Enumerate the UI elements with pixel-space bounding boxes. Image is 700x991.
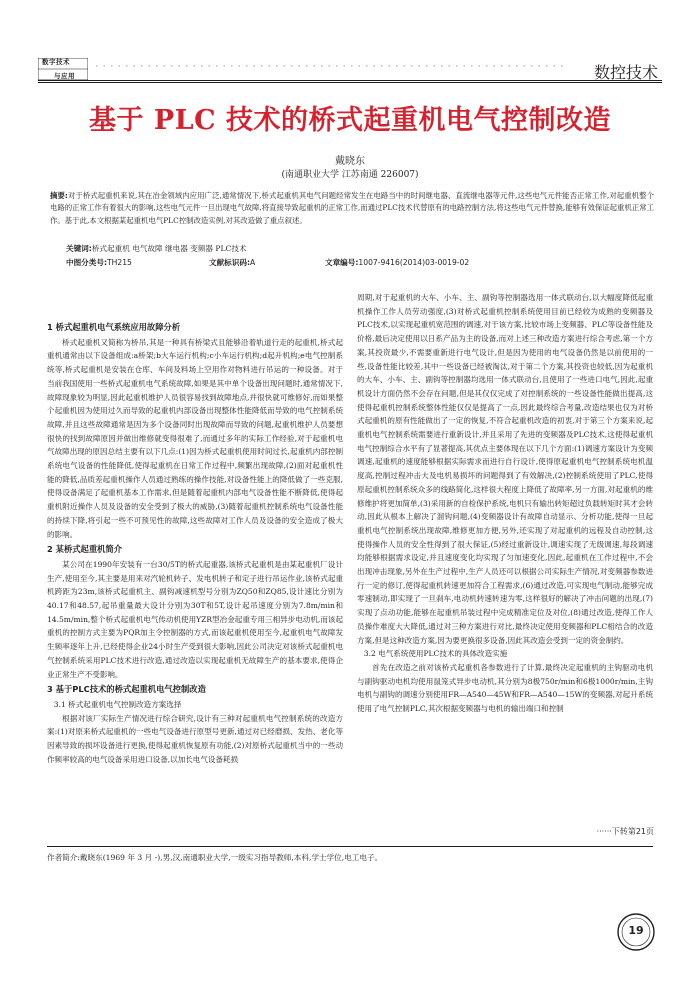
- section-label: 数控技术: [593, 63, 658, 82]
- keywords-text: 桥式起重机 电气故障 继电器 变频器 PLC技术: [91, 244, 247, 253]
- header-rule: [38, 80, 662, 81]
- keywords-label: 关键词:: [66, 244, 92, 253]
- header-dashed-rule: [96, 62, 566, 70]
- paragraph: 首先在改造之前对该桥式起重机各参数进行了计算,最终决定起重机的主钩驱动电机与副钩驱动电机均使用鼠笼式异步电动机,其分别为8极750r/min和6极1000r/min,主钩电机与副钩的调速分别使用FR—A540—45W和FR—A540—15W的变频器,对起升系统使用了电气控制PLC,其次根据变频器与电机的输出端口和控制: [357, 662, 653, 714]
- continued-note: ······下转第21页: [596, 827, 654, 836]
- article-no-label: 文章编号:: [325, 258, 359, 267]
- paragraph: 周期,对于起重机的大车、小车、主、副钩等控制器选用一体式联动台,以大幅度降低起重机操作工作人员劳动强度,(3)对桥式起重机控制系统使用目前已经较为成熟的变频器及PLC技术,以实现起重机宽范围的调速,对于该方案,比较市场上变频器、PLC等设备性能及价格,最后决定使用以日系产品为主的设备,而对上述三种改造方案进行综合考虑,第一个方案,其投资最少,不需要重新进行电气设计,但是因为使用的电气设备仍然是以前使用的一些,设备性能比较差,其中一些设备已经被淘汰,对于第二个方案,其投资也较低,因为起重机的大车、小车、主、副钩等控制器均选用一体式联动台,且使用了一些进口电气,因此,起重机设计方面仍然不会存在问题,但是其仅仅完成了对控制系统的一些设备性能做出提高,这使得起重机控制系统整体性能仅仅是提高了一点,因此最终综合考量,改造结果也仅为对桥式起重机的原有性能做出了一定的恢复,不符合起重机改造的初衷,对于第三个方案来说,起重机电气控制系统需要进行重新设计,并且采用了先进的变频器及PLC技术,这使得起重机电气控制综合水平有了显著提高,其优点主要体现在以下几个方面:(1)调速方案设计为变频调速,起重机的速度能够根据实际需求而进行自行设计,使得原起重机电气控制系统电机温度高,控制过程冲击大及电机易损坏的问题得到了有效解决,(2)控制系统使用了PLC,使得原起重机控制系统众多的线路简化,这样很大程度上降低了故障率,另一方面,对起重机的维修维护将更加简单,(3)采用新的自检保护系统,电机只有输出转矩超过负载转矩时其才会转动,因此从根本上解决了溜钩问题,(4)变频器设计有故障自动显示、分析功能,使得一旦起重机电气控制系统出现故障,维修更加方便,另外,还实现了对起重机的远程及自动控制,这使得操作人员的安全性得到了很大保证,(5)经过重新设计,调速实现了无级调速,每段调速均能够根据需求设定,并且速度变化均实现了匀加速变化,因此,起重机在工作过程中,不会出现冲击现象,另外在生产过程中,生产人员还可以根据公司实际生产情况,对变频器参数进行一定的修订,使得起重机转速更加符合工程需求,(6)通过改造,可实现电气制动,能够完成零速制动,即实现了一旦刹车,电动机转速转速为零,这样很好的解决了冲击问题的出现,(7)实现了点动功能,能够在起重机吊装过程中完成精准定位及对位,(8)通过改造,使得工作人员操作难度大大降低,通过对三种方案进行对比,最终决定使用变频器和PLC相结合的改造方案,但是这种改造方案,因为要更换很多设备,因此其改造会受到一定的资金制约。: [357, 293, 653, 645]
- left-column: [47, 319, 343, 767]
- heading-1: 1 桥式起重机电气系统应用故障分析: [47, 322, 181, 332]
- doc-code-label: 文献标识码:: [209, 258, 251, 267]
- heading-3: 3 基于PLC技术的桥式起重机电气控制改造: [47, 684, 206, 695]
- logo-line-2: 与应用: [54, 72, 75, 80]
- right-column: [357, 291, 653, 716]
- page-number: 19: [628, 924, 644, 937]
- article-title: 基于 PLC 技术的桥式起重机电气控制改造: [88, 105, 612, 136]
- subheading-3-1: 3.1 桥式起重机电气控制改造方案选择: [53, 699, 182, 709]
- logo-line-1: 数字技术: [42, 58, 70, 66]
- doc-code-value: A: [250, 258, 256, 267]
- clc-value: TH215: [107, 258, 132, 267]
- author-note: 作者简介:戴晓东(1969 年 3 月 -),男,汉,南通职业大学,一级实习指导教师,本科,学士学位,电工电子。: [47, 853, 383, 862]
- subheading-3-2: 3.2 电气系统使用PLC技术的具体改造实施: [363, 649, 508, 659]
- paragraph: 根据对该厂实际生产情况进行综合研究,设计有三种对起重机电气控制系统的改造方案:(1)对原来桥式起重机的一些电气设备进行原型号更新,通过对已经磨损、发热、老化等因素导致的损坏设备进行更换,使得起重机恢复原有功能,(2)对原桥式起重机当中的一些动作频率较高的电气设备采用进口设备,以加长电气设备耗损: [47, 713, 343, 764]
- paragraph: 某公司在1990年安装有一台30/5T的桥式起重器,该桥式起重机是由某起重机厂设计生产,使用至今,其主要是用来对汽轮机转子、发电机转子和定子进行吊运作业,该桥式起重机跨距为23m,该桥式起重机主、副钩减速机型号分别为ZQ50和ZQ85,设计速比分别为40.17和48.57,起吊重量最大设计分别为30T和5T,设计起吊速度分别为7.8m/min和14.5m/min,整个桥式起重机电气传动机使用YZR型冶金起重专用三相异步电动机,而该起重机的控制方式主要为PQR加主令控制器的方式,而该起重机使用至今,起重机电气故障发生频率逐年上升,已经使得企业24小时生产受到很大影响,因此公司决定对该桥式起重机电气控制系统采用PLC技术进行改造,通过改造以实现起重机无故障生产的基本要求,使得企业正常生产不受影响。: [47, 559, 343, 679]
- clc-label: 中图分类号:: [66, 258, 108, 267]
- abstract: [50, 190, 654, 227]
- keywords: [66, 243, 247, 254]
- abstract-text: 对于桥式起重机来说,其在冶金领域内应用广泛,通常情况下,桥式起重机其电气问题经常发生在电路当中的时间继电器、直流继电器等元件,这些电气元件能否正常工作,对起重机整个电路的正常工作有着很大的影响,这些电气元件一旦出现电气故障,将直接导致起重机的正常工作,而通过PLC技术代替原有的电路控制方法,将这些电气元件替换,能够有效保证起重机正常工作。基于此,本文根据某起重机电气PLC控制改造实例,对其改造做了重点叙述。: [50, 191, 654, 225]
- article-no-value: 1007-9416(2014)03-0019-02: [358, 258, 470, 267]
- footnote-rule: [47, 846, 653, 847]
- paragraph: 桥式起重机又简称为桥吊,其是一种具有桥梁式且能够沿着轨道行走的起重机,桥式起重机通常由以下设备组成:a桥架;b大车运行机构;c小车运行机构;d起升机构;e电气控制系统等,桥式起重机是安装在仓库、车间及料场上空用作对物料进行吊运的一种设备。对于当前我国使用一些桥式起重机电气系统故障,如果是其中单个设备出现问题时,通常情况下,故障现象较为明显,因此起重机维护人员很容易找到故障地点,并很快就可维修好,而如果整个起重机因为使用过久而导致的起重机内部设备出现整体性能降低而导致的电气控制系统故障,并且这些故障通常是因为多个设备同时出现故障而导致的问题,起重机维护人员要想很快的找到故障原因并做出维修就变得很难了,而通过多年的实际工作经验,对于起重机电气故障出现的原因总结主要有以下几点:(1)因为桥式起重机使用时间过长,起重机内部控制系统电气设备的性能降低,使得起重机在日常工作过程中,频繁出现故障,(2)面对起重机性能的降低,品质差起重机操作人员通过熟练的操作技能,对设备性能上的降低做了一些克服,使得设备满足了起重机基本工作需求,但是随着起重机内部电气设备性能不断降低,使得起重机附近操作人员及设备的安全受到了极大的威胁,(3)随着起重机控制系统电气设备性能的持续下降,将引起一些不可预见性的故障,这些故障对工作人员及设备的安全造成了极大的影响。: [47, 337, 343, 539]
- abstract-label: 摘要:: [50, 191, 68, 200]
- heading-2: 2 某桥式起重机简介: [47, 544, 123, 555]
- author-affiliation: (南通职业大学 江苏南通 226007): [281, 170, 419, 180]
- author-name: 戴晓东: [335, 156, 365, 167]
- header-rule-thin: [38, 82, 662, 83]
